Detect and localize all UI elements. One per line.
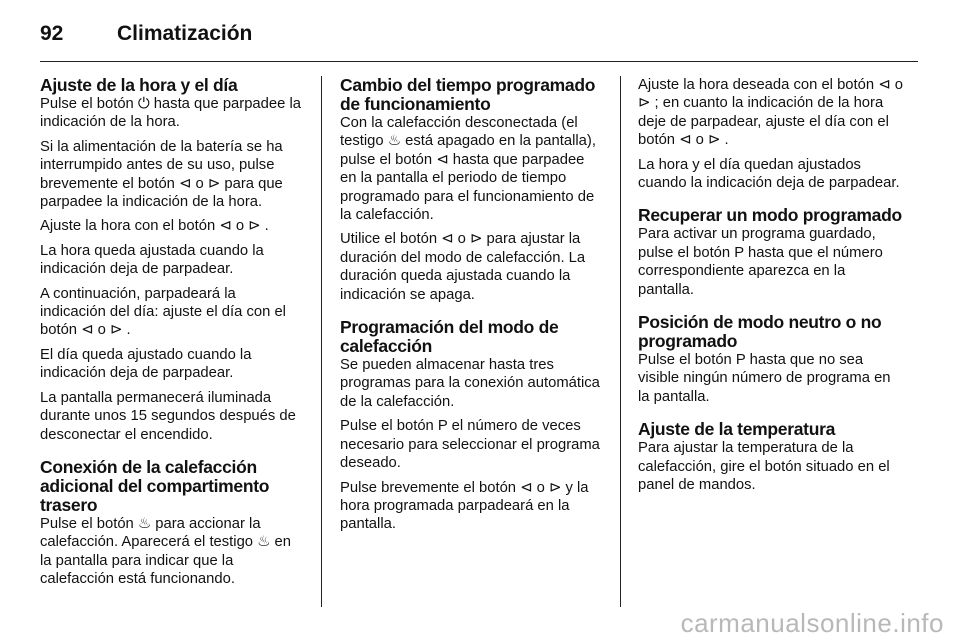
section-heading: Programación del modo de calefacción xyxy=(340,317,559,357)
section-heading: Conexión de la calefacción adicional del compartimento trasero xyxy=(40,456,270,515)
watermark: carmanualsonline.info xyxy=(680,608,944,638)
section-heading: Posición de modo neutro o no programado xyxy=(638,312,882,352)
paragraph: Para ajustar la temperatura de la calefacción, gire el botón situado en el panel de mandos. xyxy=(638,440,890,494)
paragraph: Si la alimentación de la batería se ha interrumpido antes de su uso, pulse brevemente el botón ⊲ o ⊳ para que parpadee la indicación de la hora. xyxy=(40,138,283,211)
section-heading: Recuperar un modo programado xyxy=(638,205,902,226)
section xyxy=(638,206,904,299)
paragraph: Se pueden almacenar hasta tres programas para la conexión automática de la calefacción. xyxy=(340,357,600,410)
paragraph: Utilice el botón ⊲ o ⊳ para ajustar la duración del modo de calefacción. La duración queda ajustada cuando la indicación se apaga. xyxy=(340,231,586,303)
section xyxy=(40,458,304,589)
paragraph: Ajuste la hora deseada con el botón ⊲ o ⊳ ; en cuanto la indicación de la hora deje de parpadear, ajuste el día con el botón ⊲ o ⊳ . xyxy=(638,77,903,149)
section xyxy=(638,76,904,192)
column-1 xyxy=(40,76,304,603)
column-3 xyxy=(638,76,904,509)
section xyxy=(340,76,604,304)
page-number: 92 xyxy=(40,22,64,45)
section-heading: Ajuste de la hora y el día xyxy=(40,75,238,95)
chapter-title: Climatización xyxy=(117,22,253,45)
paragraph: Pulse brevemente el botón ⊲ o ⊳ y la hora programada parpadeará en la pantalla. xyxy=(340,479,589,533)
paragraph: El día queda ajustado cuando la indicación deja de parpadear. xyxy=(40,346,252,382)
paragraph: Pulse el botón P hasta que no sea visible ningún número de programa en la pantalla. xyxy=(638,352,891,405)
section-heading: Cambio del tiempo programado de funcionamiento xyxy=(340,75,596,114)
paragraph: Para activar un programa guardado, pulse el botón P hasta que el número correspondiente aparezca en la pantalla. xyxy=(638,226,883,298)
paragraph: Pulse el botón ⏻ hasta que parpadee la indicación de la hora. xyxy=(40,96,301,131)
header-rule xyxy=(40,61,918,62)
paragraph: Ajuste la hora con el botón ⊲ o ⊳ . xyxy=(40,218,269,235)
paragraph: Pulse el botón ♨ para accionar la calefacción. Aparecerá el testigo ♨ en la pantalla para indicar que la calefacción está funcionando. xyxy=(40,515,291,588)
paragraph: A continuación, parpadeará la indicación del día: ajuste el día con el botón ⊲ o ⊳ . xyxy=(40,285,286,339)
column-divider xyxy=(620,76,621,607)
paragraph: Pulse el botón P el número de veces necesario para seleccionar el programa deseado. xyxy=(340,418,600,472)
paragraph: La hora y el día quedan ajustados cuando la indicación deja de parpadear. xyxy=(638,156,900,192)
paragraph: La pantalla permanecerá iluminada durante unos 15 segundos después de desconectar el encendido. xyxy=(40,389,296,443)
paragraph: Con la calefacción desconectada (el testigo ♨ está apagado en la pantalla), pulse el botón ⊲ hasta que parpadee en la pantalla el periodo de tiempo programado para el funcionamiento de la calefacción. xyxy=(340,115,596,224)
paragraph: La hora queda ajustada cuando la indicación deja de parpadear. xyxy=(40,242,264,278)
column-divider xyxy=(321,76,322,607)
column-2 xyxy=(340,76,604,548)
section xyxy=(40,76,304,444)
section xyxy=(340,318,604,534)
section xyxy=(638,313,904,406)
section xyxy=(638,420,904,494)
section-heading: Ajuste de la temperatura xyxy=(638,419,836,440)
